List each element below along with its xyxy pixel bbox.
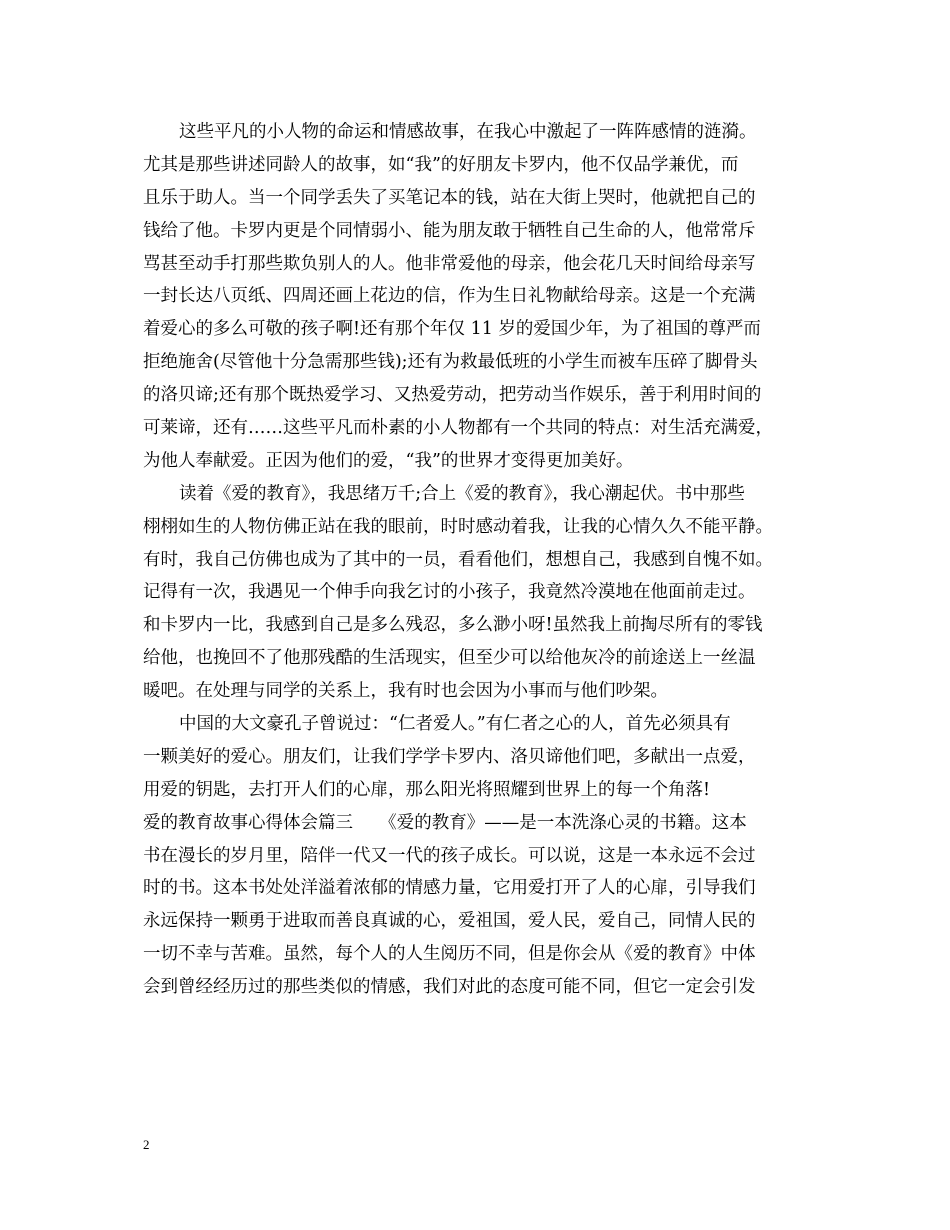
text-line: 一切不幸与苦难。虽然，每个人的人生阅历不同，但是你会从《爱的教育》中体 [143, 944, 756, 965]
text-line: 一颗美好的爱心。朋友们，让我们学学卡罗内、洛贝谛他们吧，多献出一点爱， [143, 746, 756, 767]
text-line: 用爱的钥匙，去打开人们的心扉，那么阳光将照耀到世界上的每一个角落! [143, 779, 711, 800]
text-line: 一封长达八页纸、四周还画上花边的信，作为生日礼物献给母亲。这是一个充满 [143, 286, 756, 307]
text-line: 和卡罗内一比，我感到自己是多么残忍，多么渺小呀!虽然我上前掏尽所有的零钱 [143, 615, 763, 636]
page-number: 2 [143, 1137, 150, 1152]
text-line: 拒绝施舍(尽管他十分急需那些钱);还有为救最低班的小学生而被车压碎了脚骨头 [143, 352, 758, 373]
text-line: 尤其是那些讲述同龄人的故事，如“我”的好朋友卡罗内，他不仅品学兼优，而 [143, 154, 739, 175]
text-line: 栩栩如生的人物仿佛正站在我的眼前，时时感动着我，让我的心情久久不能平静。 [143, 516, 773, 537]
text-line: 中国的大文豪孔子曾说过：“仁者爱人。”有仁者之心的人，首先必须具有 [179, 714, 731, 735]
text-line: 时的书。这本书处处洋溢着浓郁的情感力量，它用爱打开了人的心扉，引导我们 [143, 878, 756, 899]
text-line: 这些平凡的小人物的命运和情感故事，在我心中激起了一阵阵感情的涟漪。 [179, 122, 757, 142]
text-line: 给他，也挽回不了他那残酷的生活现实，但至少可以给他灰冷的前途送上一丝温 [143, 648, 756, 669]
text-line: 爱的教育故事心得体会篇三 《爱的教育》——是一本洗涤心灵的书籍。这本 [143, 812, 747, 833]
text-line: 书在漫长的岁月里，陪伴一代又一代的孩子成长。可以说，这是一本永远不会过 [143, 845, 756, 866]
text-line: 暖吧。在处理与同学的关系上，我有时也会因为小事而与他们吵架。 [143, 681, 668, 702]
text-line: 会到曾经经历过的那些类似的情感，我们对此的态度可能不同，但它一定会引发 [143, 977, 756, 998]
text-line: 有时，我自己仿佛也成为了其中的一员，看看他们，想想自己，我感到自愧不如。 [143, 549, 773, 570]
text-line: 永远保持一颗勇于进取而善良真诚的心，爱祖国，爱人民，爱自己，同情人民的 [143, 911, 756, 932]
text-line: 着爱心的多么可敬的孩子啊!还有那个年仅 11 岁的爱国少年，为了祖国的尊严而 [143, 319, 761, 340]
text-line: 且乐于助人。当一个同学丢失了买笔记本的钱，站在大街上哭时，他就把自己的 [143, 187, 756, 208]
body-text [143, 116, 823, 1004]
text-line: 读着《爱的教育》，我思绪万千;合上《爱的教育》，我心潮起伏。书中那些 [179, 483, 745, 504]
text-line: 记得有一次，我遇见一个伸手向我乞讨的小孩子，我竟然冷漠地在他面前走过。 [143, 582, 756, 603]
text-line: 的洛贝谛;还有那个既热爱学习、又热爱劳动，把劳动当作娱乐，善于利用时间的 [143, 385, 762, 406]
text-line: 为他人奉献爱。正因为他们的爱，“我”的世界才变得更加美好。 [143, 450, 634, 471]
text-line: 骂甚至动手打那些欺负别人的人。他非常爱他的母亲，他会花几天时间给母亲写 [143, 253, 756, 274]
text-line: 钱给了他。卡罗内更是个同情弱小、能为朋友敢于牺牲自己生命的人，他常常斥 [143, 220, 756, 241]
text-line: 可莱谛，还有……这些平凡而朴素的小人物都有一个共同的特点：对生活充满爱， [143, 418, 773, 439]
